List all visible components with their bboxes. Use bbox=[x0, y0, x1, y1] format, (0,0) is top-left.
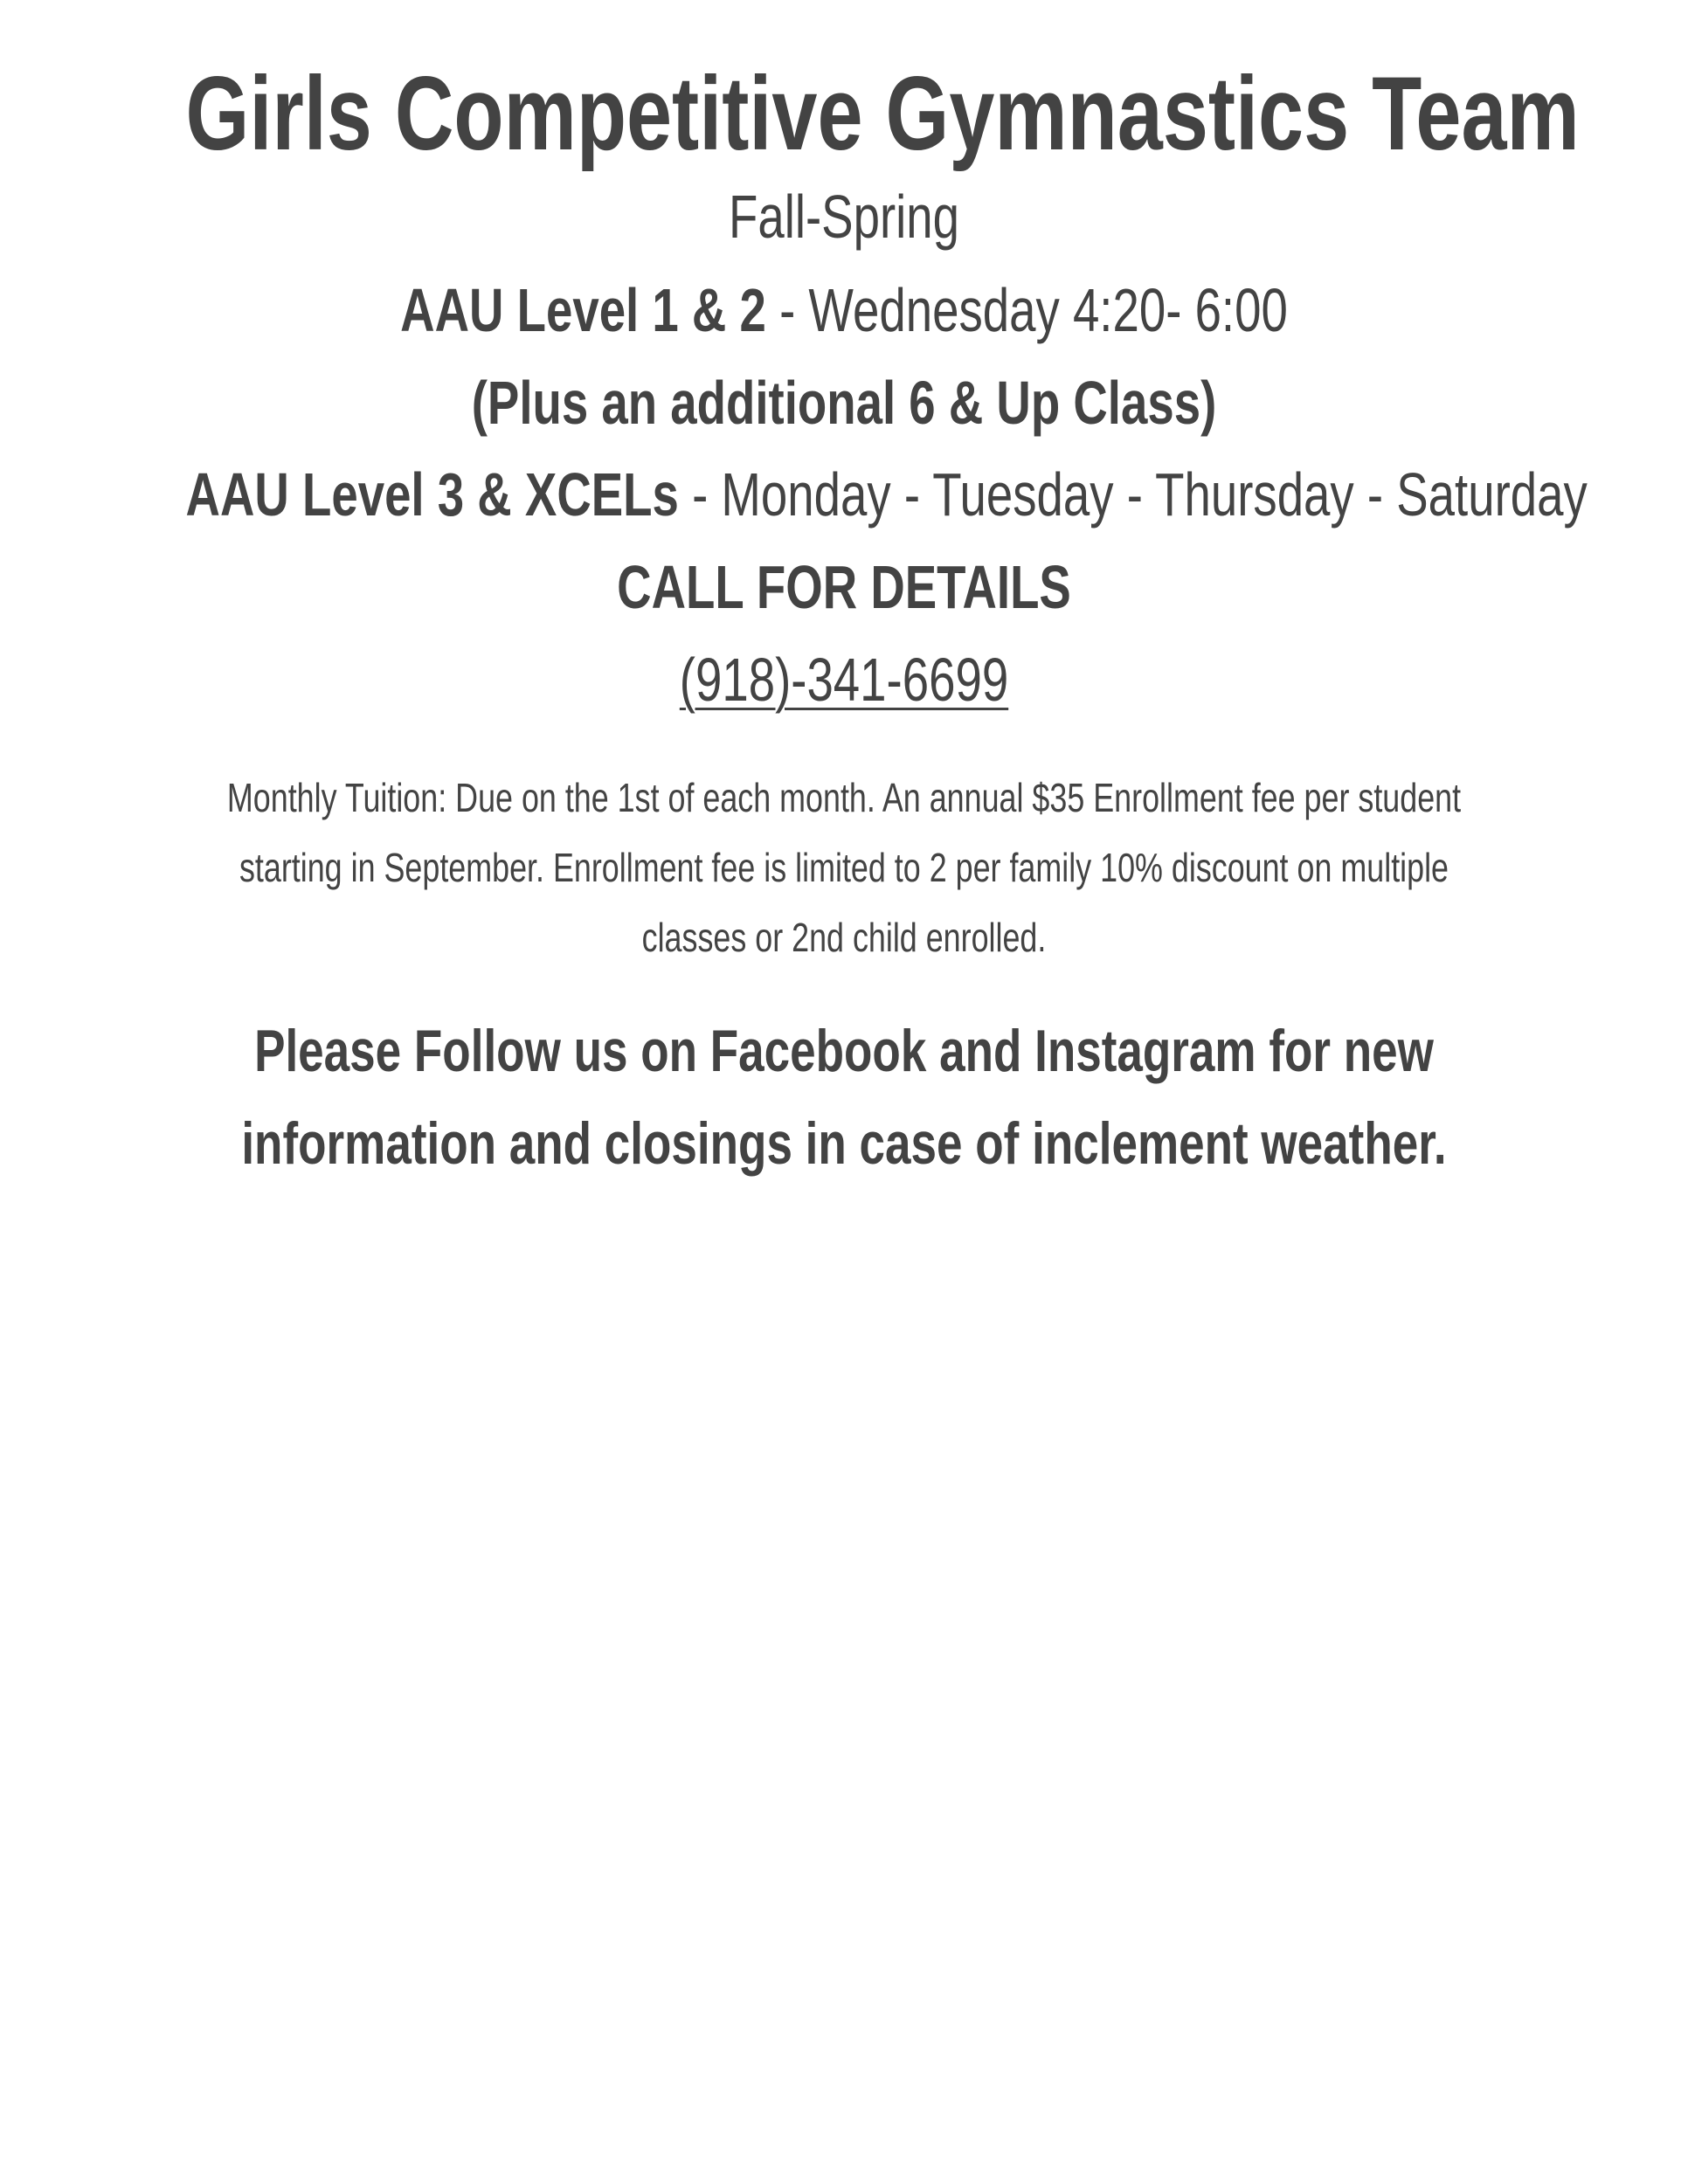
schedule-level-1-2 bbox=[186, 273, 1503, 348]
phone-line bbox=[186, 642, 1503, 717]
call-for-details: CALL FOR DETAILS bbox=[617, 553, 1071, 621]
tuition-line: Monthly Tuition: Due on the 1st of each month. An annual $35 Enrollment fee per student bbox=[226, 775, 1462, 820]
social-follow-notice bbox=[0, 1005, 1688, 1190]
page-title: Girls Competitive Gymnastics Team bbox=[185, 55, 1580, 172]
follow-line: Please Follow us on Facebook and Instagram for new bbox=[254, 1018, 1434, 1084]
tuition-line: starting in September. Enrollment fee is limited to 2 per family 10% discount on multiple bbox=[239, 845, 1449, 890]
schedule-level-3-xcel-label: AAU Level 3 & XCELs bbox=[185, 460, 679, 529]
season-text: Fall-Spring bbox=[728, 183, 959, 251]
schedule-note: (Plus an additional 6 & Up Class) bbox=[471, 369, 1217, 437]
schedule-level-1-2-label: AAU Level 1 & 2 bbox=[400, 276, 766, 344]
schedule-level-3-xcel bbox=[185, 457, 1588, 532]
follow-line: information and closings in case of inclement weather. bbox=[241, 1110, 1447, 1177]
tuition-line: classes or 2nd child enrolled. bbox=[641, 915, 1047, 960]
schedule-level-3-xcel-details: - Monday - Tuesday - Thursday - Saturday bbox=[678, 460, 1588, 529]
tuition-info bbox=[0, 763, 1688, 972]
schedule-level-1-2-details: - Wednesday 4:20- 6:00 bbox=[765, 276, 1288, 344]
phone-link[interactable]: (918)-341-6699 bbox=[679, 646, 1009, 714]
